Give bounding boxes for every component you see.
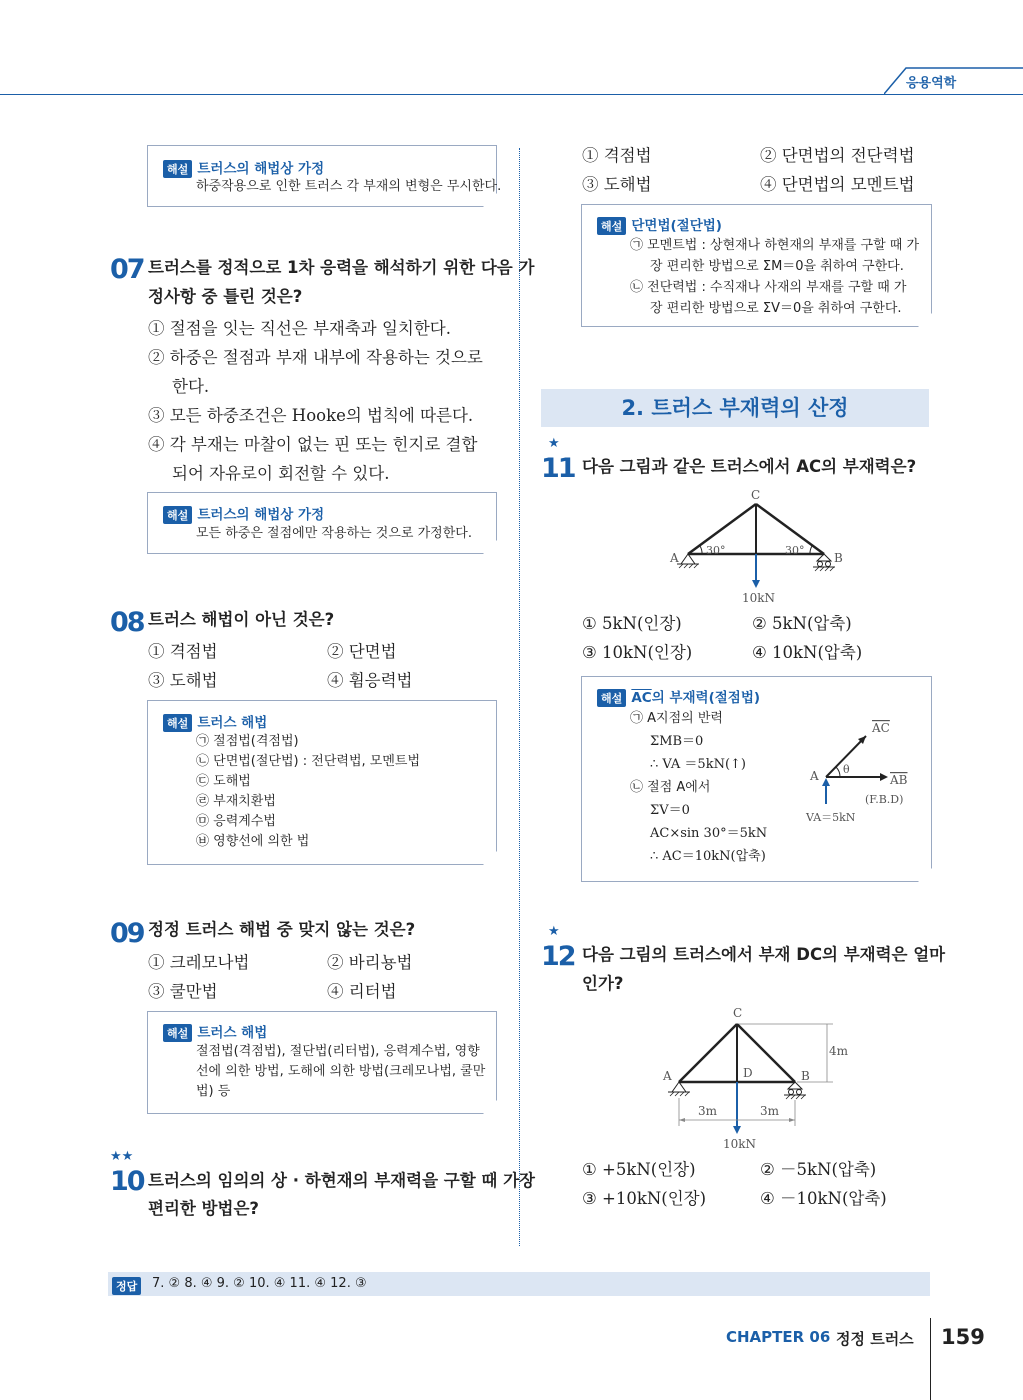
solution-title: 트러스의 해법상 가정: [197, 161, 325, 177]
solution-line: ㉥ 영향선에 의한 법: [196, 834, 310, 849]
page-number: 159: [941, 1325, 985, 1349]
node-label-d: D: [743, 1066, 753, 1080]
question-text: 트러스를 정적으로 1차 응력을 해석하기 위한 다음 가: [148, 258, 535, 277]
solution-line: ΣV＝0: [650, 803, 690, 818]
question-number: 07: [110, 254, 144, 285]
option-3: ③ 10kN(인장): [582, 643, 693, 662]
span-label-left: 3m: [698, 1104, 718, 1118]
solution-line: ΣMB＝0: [650, 734, 704, 749]
fbd-label-ac: AC: [872, 721, 890, 735]
option-4: ④ 리터법: [327, 982, 397, 1001]
height-label: 4m: [829, 1044, 849, 1058]
solution-title: 트러스의 해법상 가정: [197, 507, 325, 523]
question-number: 10: [110, 1166, 144, 1197]
option-2: ② 단면법: [327, 642, 397, 661]
fbd-label-va: VA＝5kN: [806, 811, 856, 824]
solution-line: ㉡ 전단력법 : 수직재나 사재의 부재를 구할 때 가: [630, 280, 907, 295]
fbd-label-fbd: (F.B.D): [865, 793, 904, 806]
node-label-a: A: [663, 1069, 672, 1083]
solution-header: [597, 686, 760, 707]
solution-header: [163, 503, 324, 524]
solution-title: 트러스 해법: [197, 1025, 268, 1041]
free-body-diagram: [800, 712, 920, 830]
option-3: ③ 도해법: [582, 175, 652, 194]
solution-line: AC×sin 30°＝5kN: [650, 826, 768, 841]
option-2: ② 하중은 절점과 부재 내부에 작용하는 것으로: [148, 348, 483, 367]
solution-line: ㉡ 절점 A에서: [630, 780, 711, 795]
load-label: 10kN: [723, 1137, 757, 1151]
option-2: ② 바리뇽법: [327, 953, 413, 972]
difficulty-stars: ★: [548, 924, 560, 939]
option-4: ④ 휨응력법: [327, 671, 413, 690]
option-1: ① 크레모나법: [148, 953, 250, 972]
question-number: 09: [110, 918, 144, 949]
solution-text: 모든 하중은 절점에만 작용하는 것으로 가정한다.: [196, 526, 472, 541]
solution-badge: 해설: [597, 217, 626, 235]
fbd-label-theta: θ: [843, 763, 850, 776]
header-rule: [0, 94, 1023, 95]
solution-header: [163, 157, 324, 178]
option-1: ① 5kN(인장): [582, 614, 682, 633]
column-separator: [519, 148, 520, 1246]
question-text: 다음 그림과 같은 트러스에서 AC의 부재력은?: [582, 457, 917, 476]
section-heading: 2. 트러스 부재력의 산정: [621, 396, 849, 420]
option-3: ③ 도해법: [148, 671, 218, 690]
question-number: 08: [110, 607, 144, 638]
option-3: ③ +10kN(인장): [582, 1189, 707, 1208]
question-number: 11: [541, 453, 575, 484]
option-2-cont: 한다.: [172, 377, 210, 396]
solution-line: 장 편리한 방법으로 ΣV＝0을 취하여 구한다.: [650, 301, 902, 316]
solution-badge: 해설: [597, 689, 626, 707]
option-4: ④ 10kN(압축): [752, 643, 863, 662]
question-text: 정정 트러스 해법 중 맞지 않는 것은?: [148, 920, 416, 939]
option-2: ② 단면법의 전단력법: [760, 146, 915, 165]
difficulty-stars: ★: [548, 436, 560, 451]
solution-line: ∴ AC＝10kN(압축): [650, 849, 766, 864]
solution-list: [630, 707, 767, 868]
option-4: ④ 단면법의 모멘트법: [760, 175, 915, 194]
solution-line: 선에 의한 방법, 도해에 의한 방법(크레모나법, 쿨만: [196, 1064, 486, 1079]
option-1: ① 격점법: [582, 146, 652, 165]
span-label-right: 3m: [760, 1104, 780, 1118]
angle-label-b: 30°: [785, 544, 805, 557]
difficulty-stars: ★★: [110, 1149, 134, 1164]
solution-badge: 해설: [163, 506, 192, 524]
solution-badge: 해설: [163, 1024, 192, 1042]
answer-badge: 정답: [112, 1277, 141, 1295]
answer-key: 7. ② 8. ④ 9. ② 10. ④ 11. ④ 12. ③: [152, 1276, 367, 1291]
solution-line: ㉡ 단면법(절단법) : 전단력법, 모멘트법: [196, 754, 420, 769]
option-2: ② 5kN(압축): [752, 614, 852, 633]
option-3: ③ 모든 하중조건은 Hooke의 법칙에 따른다.: [148, 406, 474, 425]
solution-line: ㉤ 응력계수법: [196, 814, 276, 829]
question-number: 12: [541, 941, 575, 972]
option-4: ④ 각 부재는 마찰이 없는 핀 또는 힌지로 결합: [148, 435, 478, 454]
solution-line: ∴ VA ＝5kN(↑): [650, 757, 746, 772]
solution-badge: 해설: [163, 160, 192, 178]
header-section-label: 응용역학: [906, 76, 957, 91]
option-4: ④ －10kN(압축): [760, 1189, 887, 1208]
truss-figure-q12: [655, 1002, 855, 1154]
fbd-label-ab: AB: [890, 773, 908, 787]
option-1: ① +5kN(인장): [582, 1160, 696, 1179]
solution-header: [163, 711, 267, 732]
node-label-b: B: [801, 1069, 810, 1083]
fbd-label-a: A: [810, 769, 819, 783]
solution-title-member: $\overline{AC}$: [631, 690, 652, 706]
question-text: 정사항 중 틀린 것은?: [148, 287, 303, 306]
node-label-c: C: [733, 1006, 743, 1020]
load-label: 10kN: [742, 591, 776, 605]
footer-separator: [930, 1318, 931, 1400]
question-text: 인가?: [582, 974, 624, 993]
footer-chapter-title: 정정 트러스: [836, 1330, 914, 1348]
solution-line: 절점법(격점법), 절단법(리터법), 응력계수법, 영향: [196, 1044, 480, 1059]
solution-title: 단면법(절단법): [631, 218, 722, 234]
solution-text: 하중작용으로 인한 트러스 각 부재의 변형은 무시한다.: [196, 179, 502, 194]
solution-badge: 해설: [163, 714, 192, 732]
truss-figure-q11: [660, 484, 860, 608]
question-text: 편리한 방법은?: [148, 1199, 259, 1218]
question-text: 트러스 해법이 아닌 것은?: [148, 610, 335, 629]
solution-line: ㉠ 모멘트법 : 상현재나 하현재의 부재를 구할 때 가: [630, 238, 920, 253]
option-2: ② －5kN(압축): [760, 1160, 877, 1179]
option-4-cont: 되어 자유로이 회전할 수 있다.: [172, 464, 390, 483]
solution-line: ㉢ 도해법: [196, 774, 251, 789]
solution-header: [163, 1021, 267, 1042]
option-3: ③ 쿨만법: [148, 982, 218, 1001]
question-text: 트러스의 임의의 상 · 하현재의 부재력을 구할 때 가장: [148, 1171, 535, 1190]
solution-title: 의 부재력(절점법): [651, 690, 761, 706]
solution-list: [196, 732, 420, 852]
solution-line: ㉣ 부재치환법: [196, 794, 276, 809]
footer-chapter: CHAPTER 06: [726, 1328, 831, 1346]
option-1: ① 절점을 잇는 직선은 부재축과 일치한다.: [148, 319, 451, 338]
solution-list: [196, 1042, 485, 1102]
solution-list: [630, 235, 919, 319]
solution-header: [597, 214, 722, 235]
solution-line: 장 편리한 방법으로 ΣM＝0을 취하여 구한다.: [650, 259, 904, 274]
solution-title: 트러스 해법: [197, 715, 268, 731]
question-text: 다음 그림의 트러스에서 부재 DC의 부재력은 얼마: [582, 945, 946, 964]
node-label-a: A: [670, 551, 679, 565]
angle-label-a: 30°: [706, 544, 726, 557]
node-label-c: C: [751, 488, 761, 502]
solution-line: ㉠ 절점법(격점법): [196, 734, 299, 749]
node-label-b: B: [834, 551, 843, 565]
solution-line: 법) 등: [196, 1084, 231, 1099]
solution-line: ㉠ A지점의 반력: [630, 711, 723, 726]
option-1: ① 격점법: [148, 642, 218, 661]
